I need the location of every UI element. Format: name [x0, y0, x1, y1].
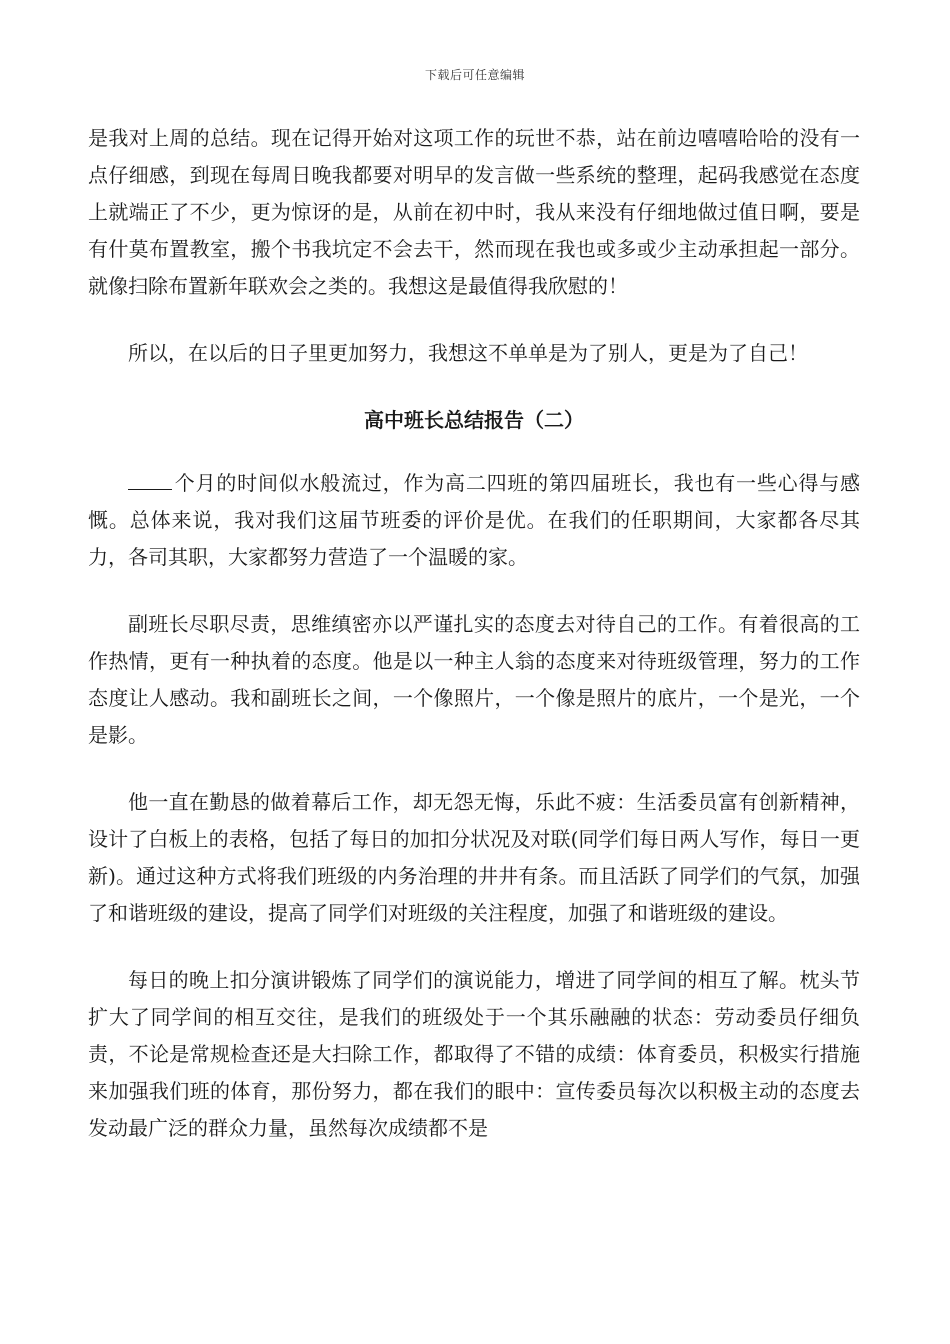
paragraph-6: 每日的晚上扣分演讲锻炼了同学们的演说能力，增进了同学间的相互了解。枕头节扩大了同学间的相互交往，是我们的班级处于一个其乐融融的状态：劳动委员仔细负责，不论是常规检查还是大扫除工作，都取得了不错的成绩：体育委员，积极实行措施来加强我们班的体育，那份努力，都在我们的眼中：宣传委员每次以积极主动的态度去发动最广泛的群众力量，虽然每次成绩都不是 [88, 968, 860, 1140]
paragraph-2: 所以，在以后的日子里更加努力，我想这不单单是为了别人，更是为了自己！ [128, 341, 808, 365]
page-header-note: 下载后可任意编辑 [424, 68, 525, 82]
paragraph-3 [88, 465, 860, 576]
section-title: 高中班长总结报告（二） [364, 408, 584, 432]
paragraph-1: 是我对上周的总结。现在记得开始对这项工作的玩世不恭，站在前边嘻嘻哈哈的没有一点仔细感，到现在每周日晚我都要对明早的发言做一些系统的整理，起码我感觉在态度上就端正了不少，更为惊讶的是，从前在初中时，我从来没有仔细地做过值日啊，要是有什莫布置教室，搬个书我坑定不会去干，然而现在我也或多或少主动承担起一部分。就像扫除布置新年联欢会之类的。我想这是最值得我欣慰的！ [88, 126, 860, 298]
paragraph-5: 他一直在勤恳的做着幕后工作，却无怨无悔，乐此不疲：生活委员富有创新精神，设计了白板上的表格，包括了每日的加扣分状况及对联(同学们每日两人写作，每日一更新)。通过这种方式将我们班级的内务治理的井井有条。而且活跃了同学们的气氛，加强了和谐班级的建设，提高了同学们对班级的关注程度，加强了和谐班级的建设。 [88, 790, 860, 925]
fill-in-blank [128, 471, 172, 490]
paragraph-3-text: 个月的时间似水般流过，作为高二四班的第四届班长，我也有一些心得与感慨。总体来说，我对我们这届节班委的评价是优。在我们的任职期间，大家都各尽其力，各司其职，大家都努力营造了一个温暖的家。 [88, 471, 860, 569]
paragraph-4: 副班长尽职尽责，思维缜密亦以严谨扎实的态度去对待自己的工作。有着很高的工作热情，更有一种执着的态度。他是以一种主人翁的态度来对待班级管理，努力的工作态度让人感动。我和副班长之间，一个像照片，一个像是照片的底片，一个是光，一个是影。 [88, 612, 860, 747]
document-body [88, 120, 860, 1177]
